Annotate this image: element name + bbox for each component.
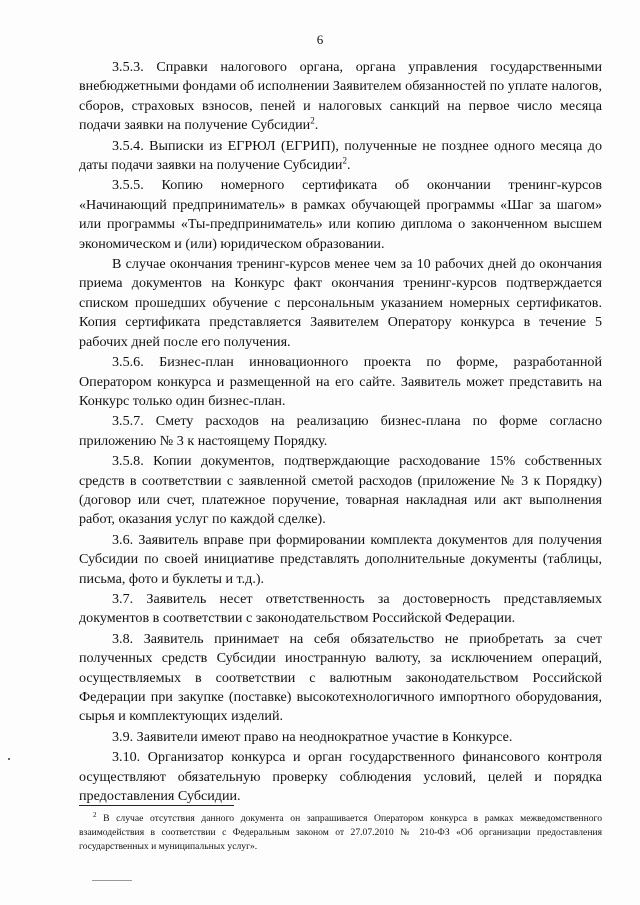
footnote-separator (79, 805, 234, 806)
paragraph-training-note: В случае окончания тренинг-курсов менее чем за 10 рабочих дней до окончания приема документов на Конкурс факт окончания тренинг-курсов подтверждается списком прошедших обучение с персональным указанием номерных сертификатов. Копия сертификата представляется Заявителем Оператору конкурса в течение 5 рабочих дней после его получения. (79, 256, 602, 350)
paragraph-3-5-6: 3.5.6. Бизнес-план инновационного проекта по форме, разработанной Оператором конкурса и размещенной на его сайте. Заявитель может представить на Конкурс только один бизнес-план. (79, 354, 602, 409)
paragraph-3-5-8: 3.5.8. Копии документов, подтверждающие расходование 15% собственных средств в соответствии с заявленной сметой расходов (приложение № 3 к Порядку) (договор или счет, платежное поручение, товарная накладная или акт выполнения работ, оказания услуг по каждой сделке). (79, 453, 602, 528)
paragraph-3-7: 3.7. Заявитель несет ответственность за достоверность представляемых документов в соответствии с законодательством Российской Федерации. (79, 590, 602, 627)
footnote-marker: 2 (93, 810, 97, 819)
document-body (79, 58, 602, 806)
paragraph-3-6: 3.6. Заявитель вправе при формировании комплекта документов для получения Субсидии по своей инициативе представлять дополнительные документы (таблицы, письма, фото и буклеты и т.д.). (79, 531, 602, 587)
paragraph-3-5-5: 3.5.5. Копию номерного сертификата об окончании тренинг-курсов «Начинающий предприниматель» в рамках обучающей программы «Шаг за шагом» или программы «Ты-предприниматель» или копию диплома о законченном высшем экономическом и (или) юридическом образовании. (79, 177, 602, 252)
footnote (79, 812, 602, 854)
paragraph-tail: . (314, 117, 319, 134)
paragraph-3-9: 3.9. Заявители имеют право на неоднократное участие в Конкурсе. (112, 728, 513, 745)
paragraph-text: 3.5.3. Справки налогового органа, органа управления государственными внебюджетными фондами об исполнении Заявителем обязанностей по уплате налогов, сборов, страховых взносов, пеней и налоговых санкций на первое число месяца подачи заявки на получение Субсидии (79, 59, 602, 134)
paragraph-text: 3.5.4. Выписки из ЕГРЮЛ (ЕГРИП), полученные не позднее одного месяца до даты подачи заявки на получение Субсидии (79, 137, 602, 174)
paragraph-3-5-7: 3.5.7. Смету расходов на реализацию бизнес-плана по форме согласно приложению № 3 к настоящему Порядку. (79, 413, 602, 449)
paragraph-3-10: 3.10. Организатор конкурса и орган государственного финансового контроля осуществляют обязательную проверку соблюдения условий, целей и порядка предоставления Субсидии. (79, 749, 602, 805)
scan-artifact-line (92, 880, 132, 881)
paragraph-3-5-3 (79, 58, 602, 136)
paragraph-3-5-4 (79, 137, 602, 176)
paragraph-3-8: 3.8. Заявитель принимает на себя обязательство не приобретать за счет полученных средств Субсидии иностранную валюту, за исключением операций, осуществляемых в соответствии с валютным законодательством Российской Федерации при закупке (поставке) высокотехнологичного импортного оборудования, сырья и комплектующих изделий. (79, 630, 602, 725)
paragraph-tail: . (346, 157, 351, 174)
footnote-text: В случае отсутствия данного документа он запрашивается Оператором конкурса в рамках межведомственного взаимодействия в соответствии с Федеральным законом от 27.07.2010 № 210-ФЗ «Об организации предоставления государственных и муниципальных услуг». (79, 813, 602, 852)
footnote-ref: 2 (310, 115, 315, 126)
footnote-ref: 2 (342, 155, 347, 166)
scan-artifact (8, 758, 10, 760)
page-number: 6 (316, 32, 324, 47)
